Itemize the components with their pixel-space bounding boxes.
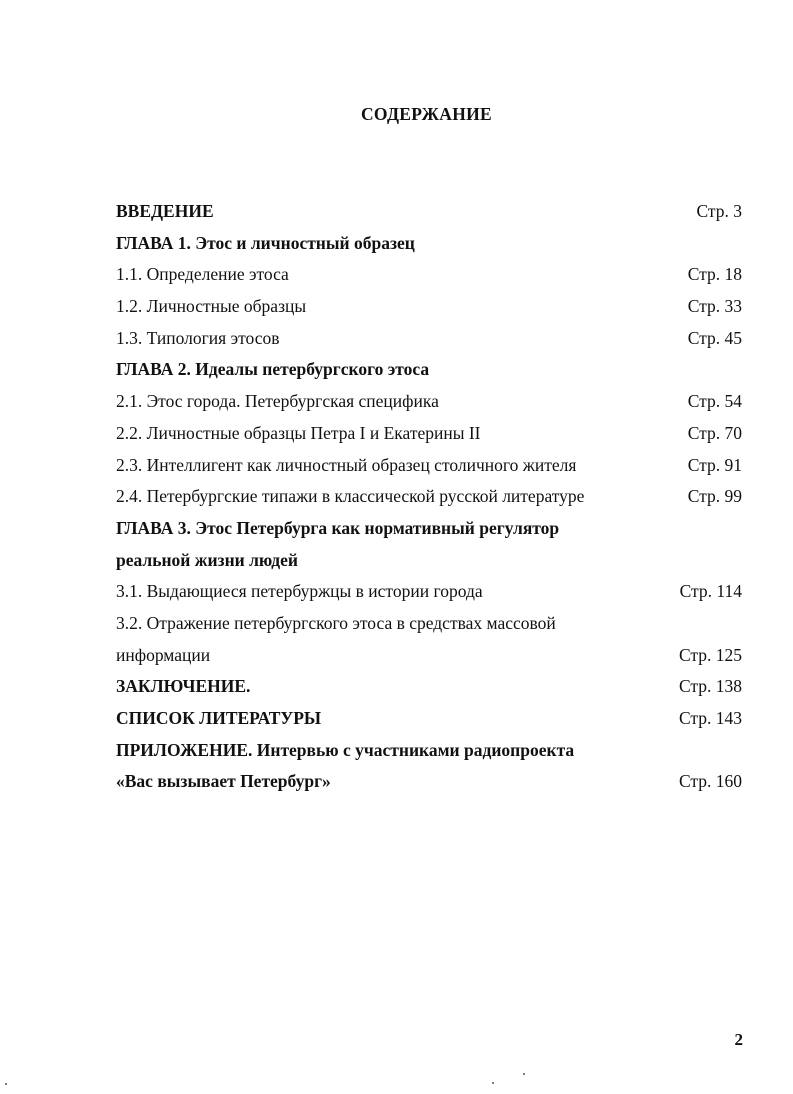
scan-speck [492, 1082, 494, 1084]
toc-label: ВВЕДЕНИЕ [116, 201, 214, 221]
toc-label: 3.1. Выдающиеся петербуржцы в истории города [116, 581, 483, 602]
toc-label: ЗАКЛЮЧЕНИЕ. [116, 676, 251, 697]
toc-entry [116, 228, 742, 260]
toc-label: 2.3. Интеллигент как личностный образец столичного жителя [116, 454, 577, 475]
toc-entry [116, 354, 742, 386]
toc-page: Стр. 114 [679, 581, 742, 602]
toc-label: 1.2. Личностные образцы [116, 296, 307, 317]
toc-entry [116, 323, 742, 355]
toc-label: 2.4. Петербургские типажи в классической русской литературе [116, 486, 585, 507]
toc-label: СПИСОК ЛИТЕРАТУРЫ [116, 708, 322, 728]
toc-label: 2.2. Личностные образцы Петра I и Екатерины II [116, 422, 481, 443]
toc-page: Стр. 138 [678, 676, 742, 697]
toc-entry [116, 766, 742, 798]
toc-entry [116, 671, 742, 703]
page-title: СОДЕРЖАНИЕ [360, 104, 492, 124]
toc-page: Стр. 45 [687, 327, 742, 348]
toc-entry [116, 259, 742, 291]
toc-page: Стр. 18 [687, 264, 742, 285]
toc-label: ГЛАВА 2. Идеалы петербургского этоса [116, 359, 430, 380]
toc-page: Стр. 33 [687, 296, 742, 317]
toc-label: реальной жизни людей [116, 549, 299, 570]
toc-entry [116, 450, 742, 482]
toc-entry [116, 513, 742, 545]
toc-label: «Вас вызывает Петербург» [116, 771, 331, 792]
toc-entry [116, 735, 742, 767]
toc-entry [116, 291, 742, 323]
scan-speck [523, 1073, 525, 1075]
toc-label: 1.1. Определение этоса [116, 264, 289, 285]
toc-page: Стр. 160 [678, 771, 742, 792]
toc-page: Стр. 91 [687, 454, 742, 475]
toc-page: Стр. 125 [678, 644, 742, 665]
toc-page: Стр. 143 [678, 708, 742, 728]
toc-entry [116, 545, 742, 577]
toc-entry [116, 640, 742, 672]
toc-entry [116, 576, 742, 608]
toc-label: ГЛАВА 1. Этос и личностный образец [116, 232, 415, 253]
toc-page: Стр. 54 [687, 391, 742, 412]
toc-label: 2.1. Этос города. Петербургская специфика [116, 391, 439, 412]
toc-page: Стр. 3 [696, 201, 742, 221]
table-of-contents [116, 196, 742, 798]
toc-label: 3.2. Отражение петербургского этоса в средствах массовой [116, 612, 556, 633]
page-number: 2 [734, 1030, 743, 1049]
toc-entry [116, 608, 742, 640]
toc-label: ГЛАВА 3. Этос Петербурга как нормативный регулятор [116, 517, 560, 538]
toc-entry [116, 481, 742, 513]
scan-speck [5, 1083, 7, 1085]
toc-page: Стр. 99 [687, 486, 742, 507]
toc-label: ПРИЛОЖЕНИЕ. Интервью с участниками радиопроекта [116, 739, 575, 760]
toc-entry [116, 418, 742, 450]
toc-entry [116, 703, 742, 735]
toc-entry [116, 196, 742, 228]
toc-label: информации [116, 644, 211, 665]
toc-label: 1.3. Типология этосов [116, 327, 280, 348]
toc-entry [116, 386, 742, 418]
toc-page: Стр. 70 [687, 422, 742, 443]
